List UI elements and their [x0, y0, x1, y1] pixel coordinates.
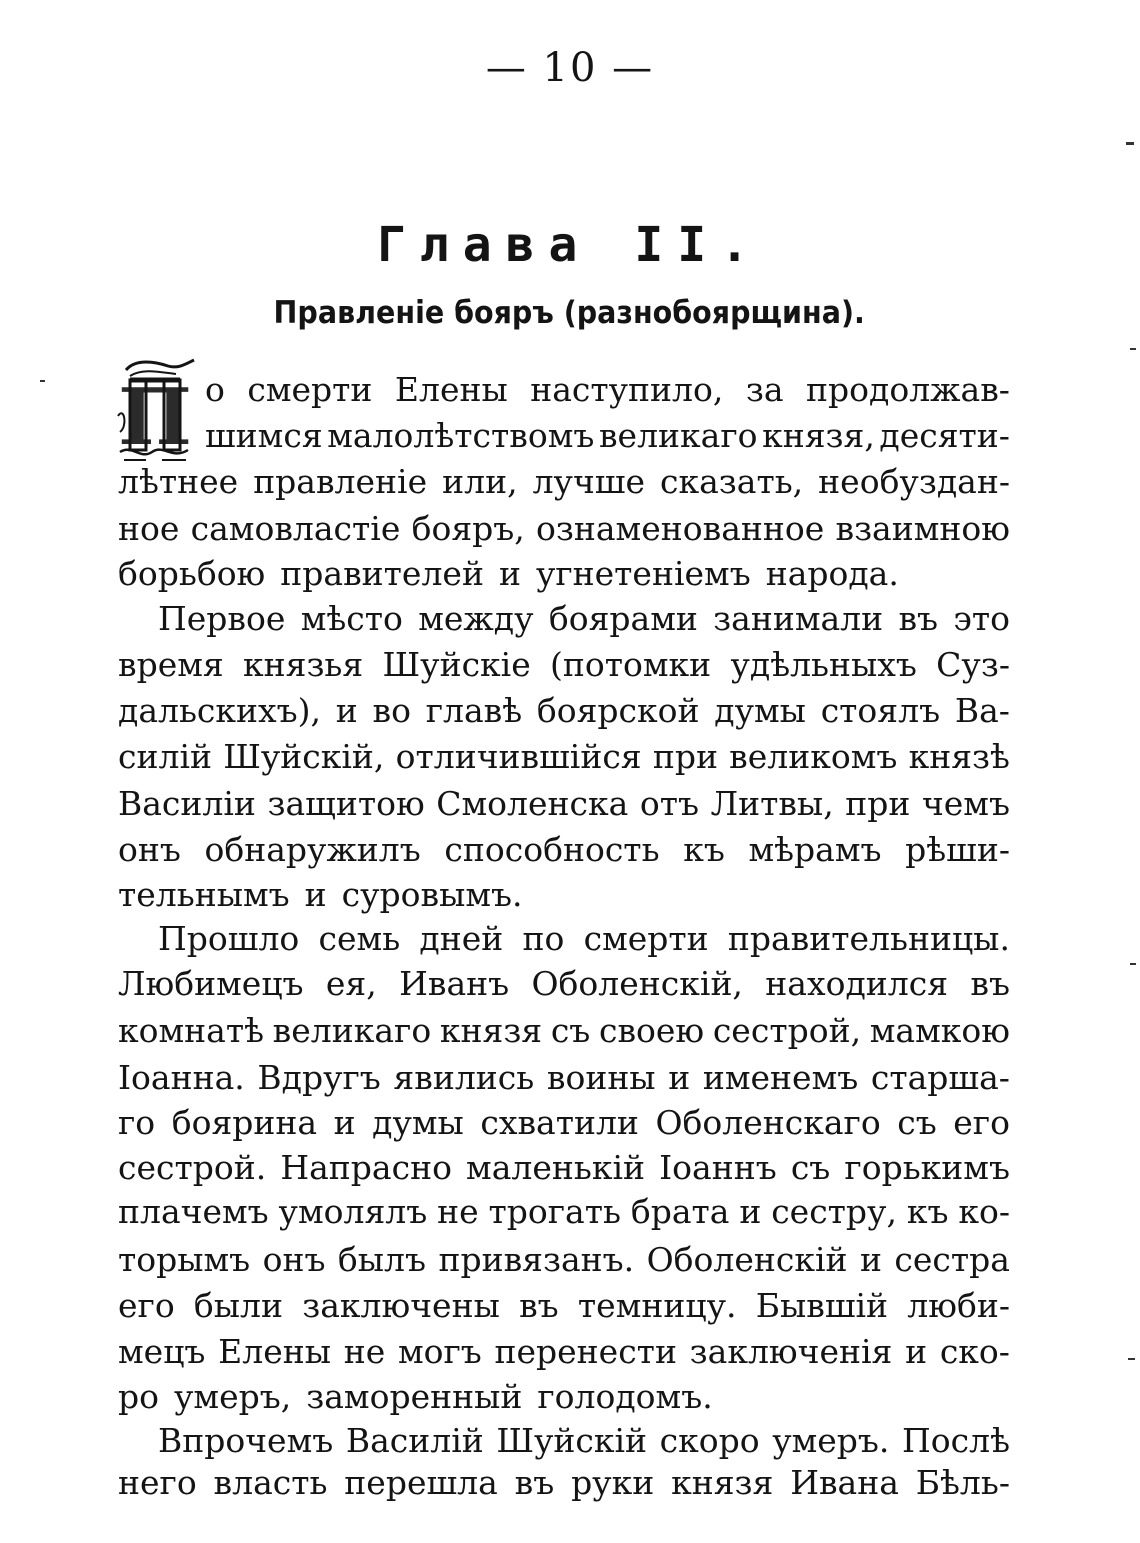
text-line: Любимецъ ея, Иванъ Оболенскій, находился въ	[118, 964, 1010, 1003]
drop-cap-ornament	[116, 356, 198, 466]
edge-tick	[1126, 142, 1134, 145]
edge-tick	[1130, 348, 1136, 350]
text-line: онъ обнаружилъ способность къ мѣрамъ рѣши-	[118, 830, 1010, 869]
text-line: время князья Шуйскіе (потомки удѣльныхъ Суз-	[118, 645, 1010, 684]
text-line: силій Шуйскій, отличившійся при великомъ князѣ	[118, 737, 1010, 776]
text-line: мецъ Елены не могъ перенести заключенія и ско-	[118, 1332, 1010, 1371]
text-line: него власть перешла въ руки князя Ивана Бѣль-	[118, 1463, 1010, 1502]
text-line: борьбою правителей и угнетеніемъ народа.	[118, 554, 899, 593]
text-line: комнатѣ великаго князя съ своею сестрой, мамкою	[118, 1011, 1010, 1050]
text-line: ное самовластіе бояръ, ознаменованное взаимною	[118, 509, 1010, 548]
text-line: плачемъ умолялъ не трогать брата и сестру, къ ко-	[118, 1192, 1010, 1231]
chapter-title: Глава II.	[376, 217, 764, 273]
text-line: Впрочемъ Василій Шуйскій скоро умеръ. Послѣ	[158, 1421, 1010, 1460]
text-line: его были заключены въ темницу. Бывшій люби-	[118, 1286, 1010, 1325]
text-line: ро умеръ, заморенный голодомъ.	[118, 1377, 713, 1416]
text-line: Первое мѣсто между боярами занимали въ это	[158, 599, 1010, 638]
edge-tick	[1130, 963, 1136, 965]
text-line: о смерти Елены наступило, за продолжав-	[205, 370, 1010, 409]
text-line: го боярина и думы схватили Оболенскаго съ его	[118, 1103, 1010, 1142]
text-line: дальскихъ), и во главѣ боярской думы стоялъ Ва-	[118, 691, 1010, 730]
page-number: — 10 —	[485, 45, 655, 91]
text-line: тельнымъ и суровымъ.	[118, 875, 523, 914]
drop-cap-letter: П	[118, 372, 192, 463]
edge-tick	[40, 380, 45, 382]
text-line: Василіи защитою Смоленска отъ Литвы, при чемъ	[118, 784, 1010, 823]
edge-tick	[1128, 1358, 1135, 1360]
text-line: лѣтнее правленіе или, лучше сказать, необуздан-	[118, 462, 1010, 501]
text-line: торымъ онъ былъ привязанъ. Оболенскій и сестра	[118, 1240, 1010, 1279]
section-title: Правленіе бояръ (разнобоярщина).	[273, 295, 865, 331]
text-line: сестрой. Напрасно маленькій Іоаннъ съ горькимъ	[118, 1148, 1010, 1187]
text-line: шимся малолѣтствомъ великаго князя, десяти-	[205, 416, 1010, 455]
text-line: Прошло семь дней по смерти правительницы.	[158, 919, 1010, 958]
text-line: Іоанна. Вдругъ явились воины и именемъ старша-	[118, 1058, 1010, 1097]
